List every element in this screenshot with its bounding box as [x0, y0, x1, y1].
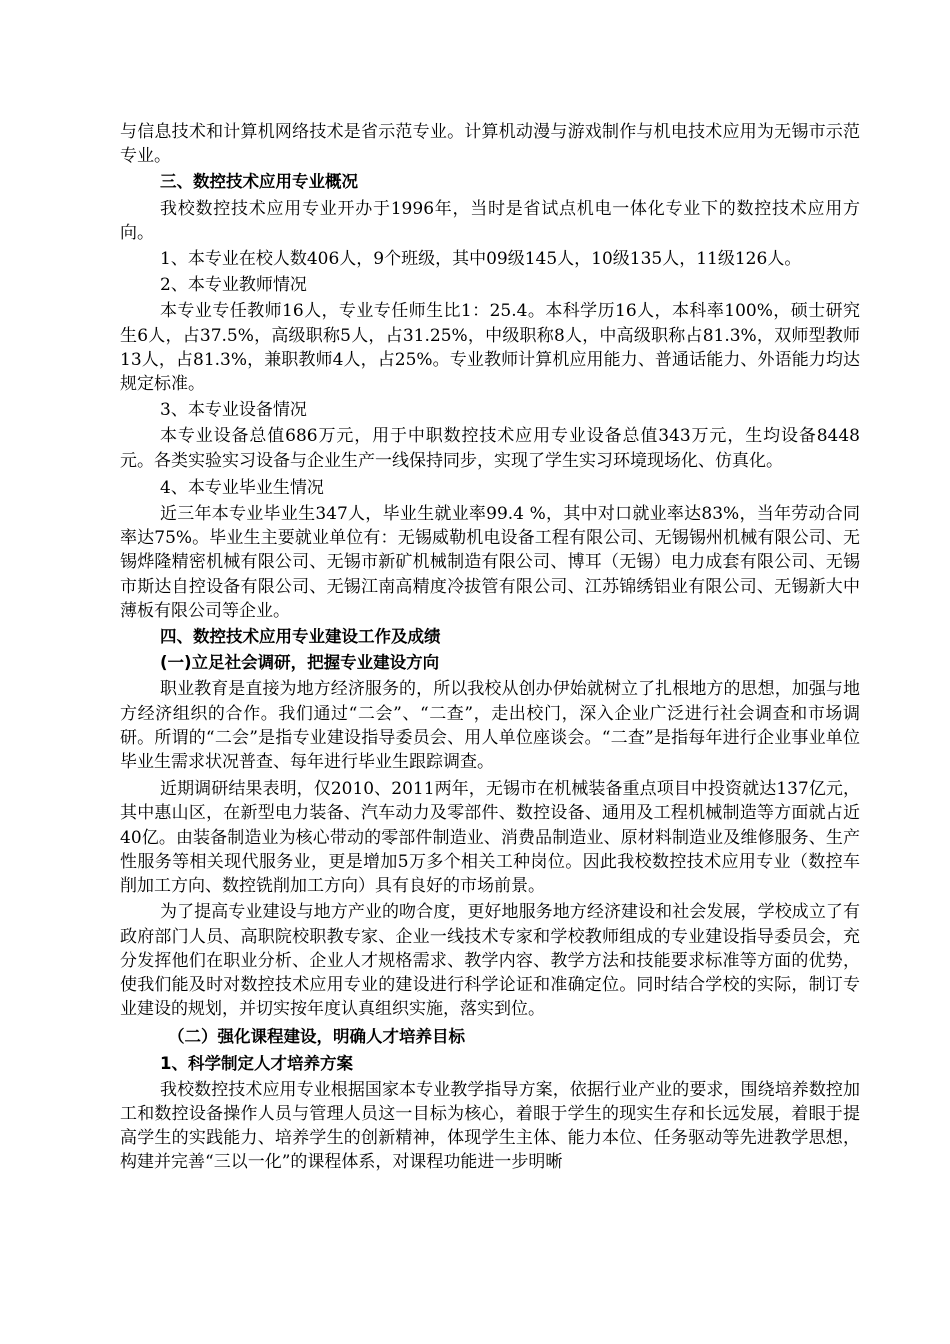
subheading-teachers: 2、本专业教师情况 — [160, 275, 307, 296]
section-heading-3: 三、数控技术应用专业概况 — [160, 172, 358, 192]
paragraph-students: 1、本专业在校人数406人，9个班级，其中09级145人，10级135人，11级126人。 — [160, 249, 802, 270]
paragraph-intro: 与信息技术和计算机网络技术是省示范专业。计算机动漫与游戏制作与机电技术应用为无锡市示范专业。 — [120, 122, 860, 167]
paragraph-curriculum: 我校数控技术应用专业根据国家本专业教学指导方案，依据行业产业的要求，围绕培养数控加工和数控设备操作人员与管理人员这一目标为核心，着眼于学生的现实生存和长远发展，着眼于提高学生的实践能力、培养学生的创新精神，体现学生主体、能力本位、任务驱动等先进教学思想，构建并完善“三以一化”的课程体系，对课程功能进一步明晰 — [120, 1079, 860, 1173]
section-heading-4: 四、数控技术应用专业建设工作及成绩 — [160, 627, 441, 647]
paragraph-research-3: 为了提高专业建设与地方产业的吻合度，更好地服务地方经济建设和社会发展，学校成立了有政府部门人员、高职院校职教专家、企业一线技术专家和学校教师组成的专业建设指导委员会，充分发挥他们在职业分析、企业人才规格需求、教学内容、教学方法和技能要求标准等方面的优势，使我们能及时对数控技术应用专业的建设进行科学论证和准确定位。同时结合学校的实际，制订专业建设的规划，并切实按年度认真组织实施，落实到位。 — [120, 902, 860, 1020]
paragraph-research-1: 职业教育是直接为地方经济服务的，所以我校从创办伊始就树立了扎根地方的思想，加强与地方经济组织的合作。我们通过“二会”、“二查”，走出校门，深入企业广泛进行社会调查和市场调研。所谓的“二会”是指专业建设指导委员会、用人单位座谈会。“二查”是指每年进行企业事业单位毕业生需求状况普查、每年进行毕业生跟踪调查。 — [120, 679, 860, 773]
subheading-equipment: 3、本专业设备情况 — [160, 400, 307, 421]
subheading-graduates: 4、本专业毕业生情况 — [160, 477, 324, 498]
subsection-heading-2-1: 1、科学制定人才培养方案 — [160, 1053, 353, 1073]
paragraph-research-2: 近期调研结果表明，仅2010、2011两年，无锡市在机械装备重点项目中投资就达137亿元，其中惠山区，在新型电力装备、汽车动力及零部件、数控设备、通用及工程机械制造等方面就占近40亿。由装备制造业为核心带动的零部件制造业、消费品制造业、原材料制造业及维修服务、生产性服务等相关现代服务业，更是增加5万多个相关工种岗位。因此我校数控技术应用专业（数控车削加工方向、数控铣削加工方向）具有良好的市场前景。 — [120, 779, 860, 897]
document-body — [120, 120, 860, 1175]
subsection-heading-2: （二）强化课程建设，明确人才培养目标 — [168, 1027, 465, 1047]
paragraph-equipment: 本专业设备总值686万元，用于中职数控技术应用专业设备总值343万元，生均设备8448元。各类实验实习设备与企业生产一线保持同步，实现了学生实习环境现场化、仿真化。 — [120, 426, 860, 471]
paragraph-teachers: 本专业专任教师16人，专业专任师生比1：25.4。本科学历16人，本科率100%，硕士研究生6人，占37.5%，高级职称5人，占31.25%，中级职称8人，中高级职称占81.3%，双师型教师13人，占81.3%，兼职教师4人，占25%。专业教师计算机应用能力、普通话能力、外语能力均达规定标准。 — [120, 301, 860, 395]
paragraph-graduates: 近三年本专业毕业生347人，毕业生就业率99.4 %，其中对口就业率达83%，当年劳动合同率达75%。毕业生主要就业单位有：无锡威勒机电设备工程有限公司、无锡锡州机械有限公司、无锡烨隆精密机械有限公司、无锡市新矿机械制造有限公司、博耳（无锡）电力成套有限公司、无锡市斯达自控设备有限公司、无锡江南高精度冷拔管有限公司、江苏锦绣铝业有限公司、无锡新大中薄板有限公司等企业。 — [120, 504, 860, 621]
subsection-heading-1: (一)立足社会调研，把握专业建设方向 — [160, 653, 440, 673]
paragraph-overview: 我校数控技术应用专业开办于1996年，当时是省试点机电一体化专业下的数控技术应用方向。 — [120, 198, 860, 243]
